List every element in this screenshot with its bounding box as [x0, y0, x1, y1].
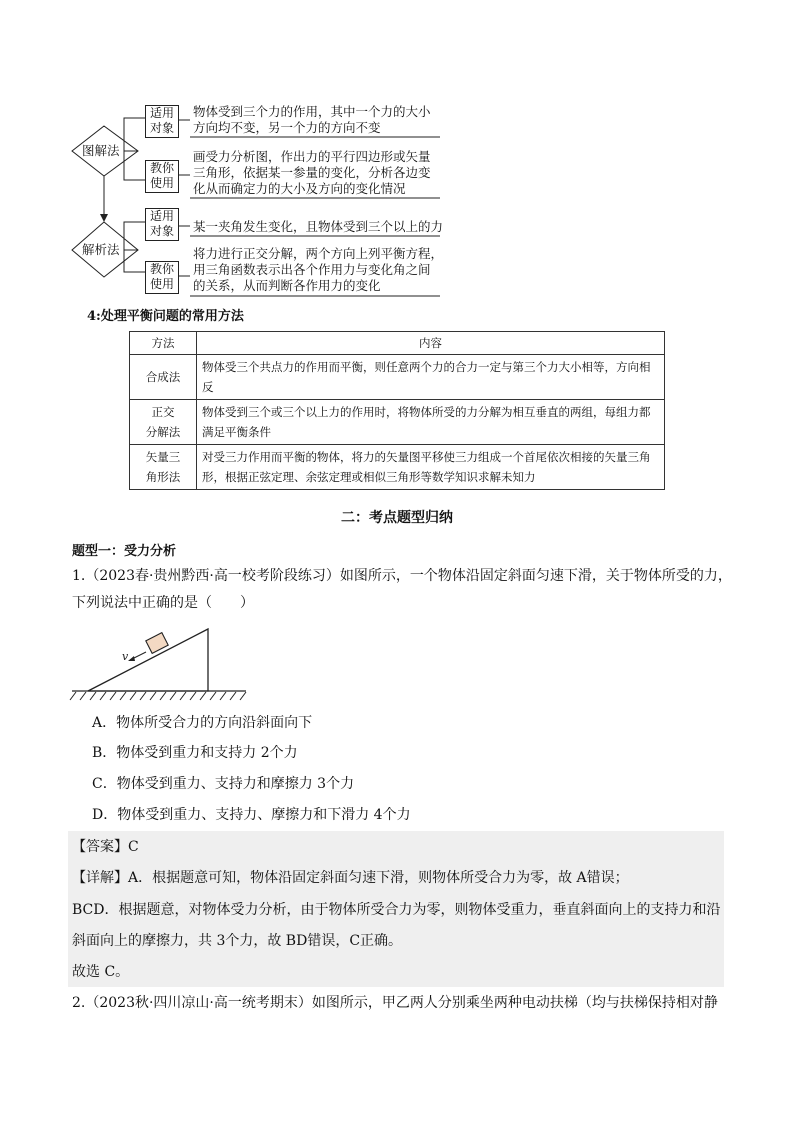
label-line-1: 适用	[149, 209, 174, 223]
label-line-2: 使用	[149, 277, 174, 291]
table-row	[130, 355, 665, 400]
label-line-2: 对象	[149, 121, 174, 135]
answer-text: 【答案】C	[72, 839, 139, 855]
part2-title: 二：考点题型归纳	[341, 510, 453, 526]
section4-title: 4:处理平衡问题的常用方法	[87, 309, 244, 324]
label-line-2: 使用	[149, 176, 174, 190]
method-content-cell: 对受三力作用而平衡的物体，将力的矢量图平移使三力组成一个首尾依次相接的矢量三角形，根据正弦定理、余弦定理或相似三角形等数学知识求解未知力	[197, 445, 665, 490]
method1-applicable-text-1: 物体受到三个力的作用，其中一个力的大小	[193, 104, 431, 119]
label-line-1: 适用	[149, 106, 174, 120]
method-content-cell: 物体受到三个或三个以上力的作用时，将物体所受的力分解为相互垂直的两组，每组力都满足平衡条件	[197, 400, 665, 445]
table-row	[130, 400, 665, 445]
method-name-line-1: 合成法	[145, 370, 181, 384]
method2-howto-text-2: 用三角函数表示出各个作用力与变化角之间	[193, 262, 431, 277]
method2-howto-text-1: 将力进行正交分解，两个方向上列平衡方程，	[193, 246, 444, 261]
method-name-cell	[130, 400, 197, 445]
label-line-1: 教你	[149, 161, 174, 175]
method1-howto-text-3: 化从而确定力的大小及方向的变化情况	[193, 181, 406, 196]
detail-line-2: BCD．根据题意，对物体受力分析，由于物体所受合力为零，则物体受重力，垂直斜面向上的支持力和沿	[72, 902, 721, 918]
methods-table	[129, 331, 665, 490]
detail-line-3: 斜面向上的摩擦力，共 3个力，故 BD错误，C正确。	[72, 933, 403, 949]
method-name-line-2: 角形法	[145, 470, 181, 484]
method-name-line-1: 矢量三	[145, 450, 181, 464]
method-content-cell: 物体受三个共点力的作用而平衡，则任意两个力的合力一定与第三个力大小相等，方向相反	[197, 355, 665, 400]
label-line-1: 教你	[149, 262, 174, 276]
method1-applicable-text-2: 方向均不变，另一个力的方向不变	[193, 120, 381, 135]
table-header-method: 方法	[130, 332, 197, 355]
incline-slope	[88, 629, 208, 691]
method-name-line-1: 正交	[151, 405, 175, 419]
method2-applicable-label	[145, 208, 179, 241]
method2-applicable-text-1: 某一夹角发生变化，且物体受到三个以上的力	[193, 219, 444, 234]
method-flow-diagram	[0, 0, 794, 310]
method1-howto-text-1: 画受力分析图，作出力的平行四边形或矢量	[193, 149, 431, 164]
method2-howto-label	[145, 261, 179, 294]
question-1-option-c: C．物体受到重力、支持力和摩擦力 3个力	[92, 776, 355, 792]
incline-figure	[66, 620, 256, 705]
detail-line-1: 【详解】A．根据题意可知，物体沿固定斜面匀速下滑，则物体所受合力为零，故 A错误；	[72, 870, 629, 886]
method-name-cell	[130, 445, 197, 490]
question-1-option-a: A．物体所受合力的方向沿斜面向下	[92, 715, 313, 731]
question-1-option-b: B．物体受到重力和支持力 2个力	[92, 745, 298, 761]
method-name-line-2: 分解法	[145, 425, 181, 439]
method1-howto-label	[145, 160, 179, 193]
velocity-label: v	[122, 650, 129, 663]
question-type-title: 题型一：受力分析	[72, 544, 177, 559]
method1-name: 图解法	[82, 143, 120, 158]
question-1-option-d: D．物体受到重力、支持力、摩擦力和下滑力 4个力	[92, 807, 411, 823]
method1-howto-text-2: 三角形，依据某一参量的变化，分析各边变	[193, 165, 431, 180]
table-row	[130, 445, 665, 490]
method-name-cell	[130, 355, 197, 400]
question-2-stem: 2.（2023秋·四川凉山·高一统考期末）如图所示，甲乙两人分别乘坐两种电动扶梯（均与扶梯保持相对静	[72, 995, 718, 1011]
sliding-block	[146, 633, 168, 654]
method2-name: 解析法	[82, 242, 120, 257]
table-header-content: 内容	[197, 332, 665, 355]
question-1-stem: 1.（2023春·贵州黔西·高一校考阶段练习）如图所示，一个物体沿固定斜面匀速下滑，关于物体所受的力，下列说法中正确的是（ ）	[72, 568, 732, 611]
table-header-row	[130, 332, 665, 355]
method1-applicable-label	[145, 105, 179, 138]
method2-howto-text-3: 的关系，从而判断各作用力的变化	[193, 278, 381, 293]
label-line-2: 对象	[149, 224, 174, 238]
conclusion-text: 故选 C。	[72, 964, 130, 980]
